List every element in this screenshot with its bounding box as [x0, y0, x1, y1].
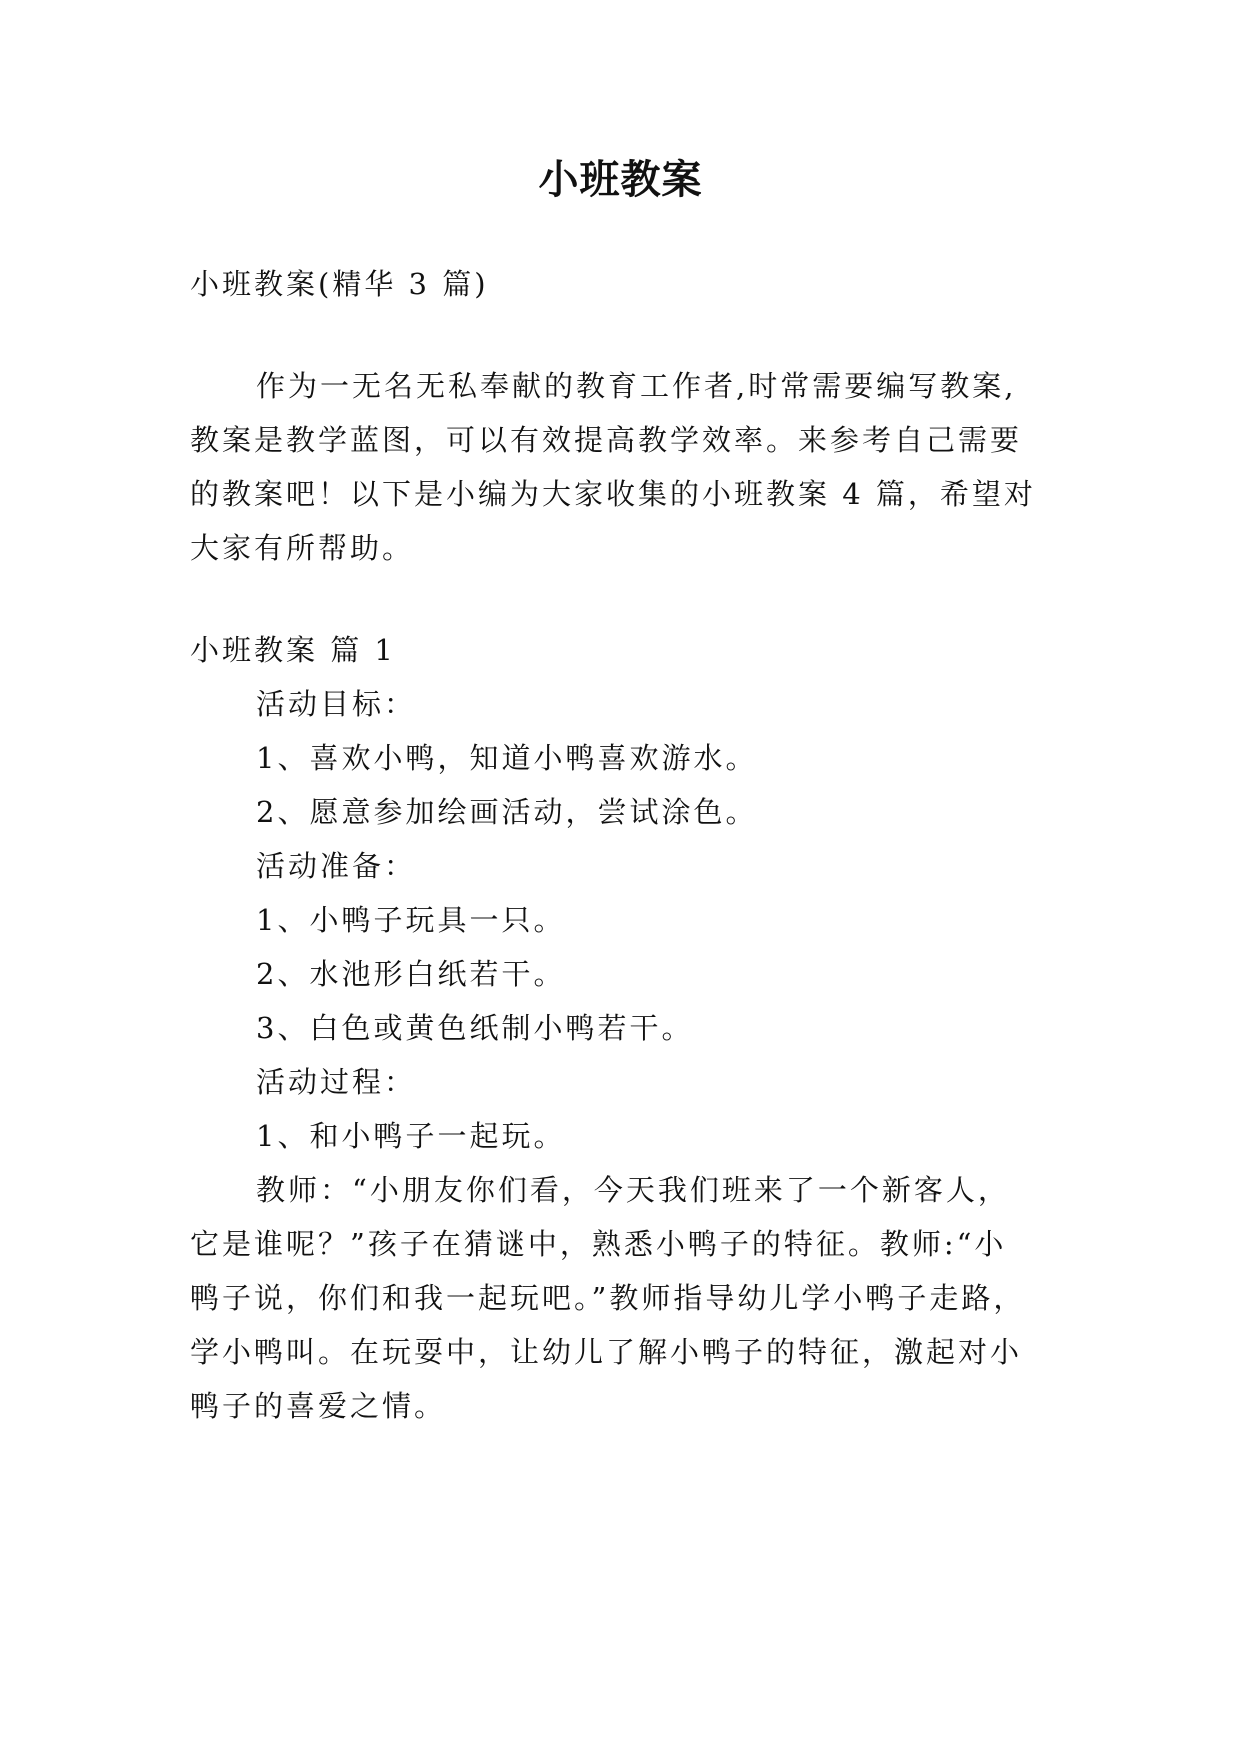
intro-line-3: 的教案吧！以下是小编为大家收集的小班教案 4 篇，希望对: [190, 477, 1036, 511]
body-line-process-1: 1、和小鸭子一起玩。: [256, 1119, 566, 1153]
body-line-goal-1: 1、喜欢小鸭，知道小鸭喜欢游水。: [256, 741, 758, 775]
intro-line-4: 大家有所帮助。: [190, 531, 415, 565]
body-line-prep-1: 1、小鸭子玩具一只。: [256, 903, 566, 937]
body-line-paragraph-1: 教师：“小朋友你们看，今天我们班来了一个新客人，: [256, 1173, 1010, 1207]
body-line-paragraph-4: 学小鸭叫。在玩耍中，让幼儿了解小鸭子的特征，激起对小: [190, 1335, 1023, 1369]
document-subtitle: 小班教案(精华 3 篇): [190, 267, 489, 301]
intro-line-1: 作为一无名无私奉献的教育工作者,时常需要编写教案,: [256, 369, 1017, 403]
body-line-goals-heading: 活动目标：: [256, 687, 417, 721]
body-line-paragraph-3: 鸭子说，你们和我一起玩吧。”教师指导幼儿学小鸭子走路，: [190, 1281, 1026, 1315]
body-line-prep-2: 2、水池形白纸若干。: [256, 957, 566, 991]
body-line-paragraph-5: 鸭子的喜爱之情。: [190, 1389, 447, 1423]
intro-line-2: 教案是教学蓝图，可以有效提高教学效率。来参考自己需要: [190, 423, 1023, 457]
body-line-process-heading: 活动过程：: [256, 1065, 417, 1099]
body-line-goal-2: 2、愿意参加绘画活动，尝试涂色。: [256, 795, 758, 829]
document-title: 小班教案: [538, 156, 703, 203]
body-line-prep-heading: 活动准备：: [256, 849, 417, 883]
body-line-prep-3: 3、白色或黄色纸制小鸭若干。: [256, 1011, 694, 1045]
section-heading: 小班教案 篇 1: [190, 633, 396, 667]
body-line-paragraph-2: 它是谁呢？”孩子在猜谜中，熟悉小鸭子的特征。教师:“小: [190, 1227, 1007, 1261]
